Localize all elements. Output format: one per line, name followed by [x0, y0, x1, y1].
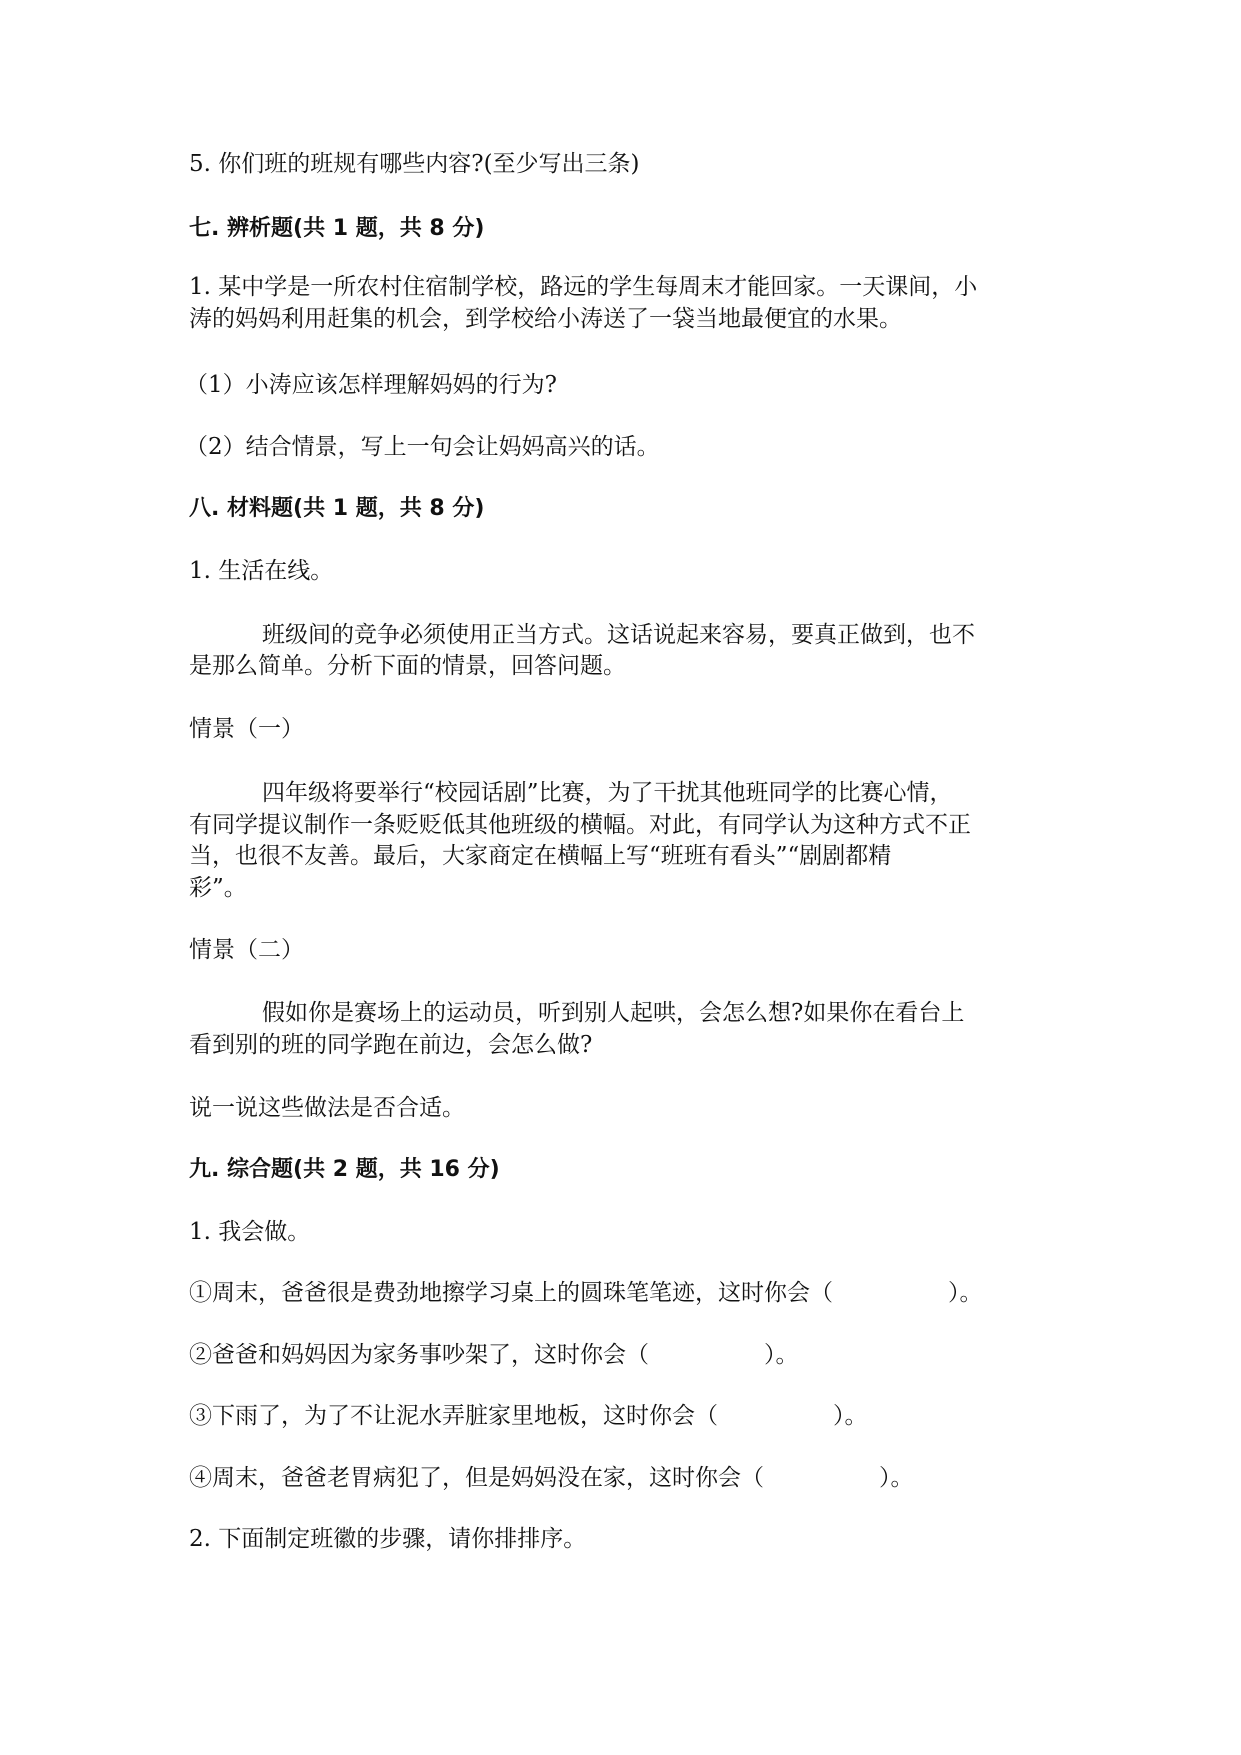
section-7-q1-line2: 涛的妈妈利用赶集的机会，到学校给小涛送了一袋当地最便宜的水果。	[189, 306, 902, 332]
section-9-q1: 1. 我会做。	[189, 1219, 311, 1245]
section-9-item-3: ③下雨了，为了不让泥水弄脏家里地板，这时你会（ ）。	[189, 1403, 868, 1429]
scene-1-label: 情景（一）	[189, 716, 304, 742]
section-8-ask: 说一说这些做法是否合适。	[189, 1095, 465, 1121]
section-8-q1: 1. 生活在线。	[189, 558, 334, 584]
question-6-5: 5. 你们班的班规有哪些内容?(至少写出三条)	[189, 151, 640, 177]
section-8-intro-line1: 班级间的竞争必须使用正当方式。这话说起来容易，要真正做到，也不	[262, 622, 975, 648]
section-8-title: 八. 材料题(共 1 题，共 8 分)	[189, 496, 485, 521]
section-7-subquestion-2: （2）结合情景，写上一句会让妈妈高兴的话。	[185, 434, 660, 460]
section-9-item-2: ②爸爸和妈妈因为家务事吵架了，这时你会（ ）。	[189, 1342, 799, 1368]
section-7-title: 七. 辨析题(共 1 题，共 8 分)	[189, 216, 485, 241]
scene-1-line3: 当，也很不友善。最后，大家商定在横幅上写“班班有看头”“剧剧都精	[189, 843, 892, 869]
scene-1-line2: 有同学提议制作一条贬贬低其他班级的横幅。对此，有同学认为这种方式不正	[189, 812, 971, 838]
scene-2-label: 情景（二）	[189, 937, 304, 963]
section-7-subquestion-1: （1）小涛应该怎样理解妈妈的行为?	[185, 372, 557, 398]
section-9-title: 九. 综合题(共 2 题，共 16 分)	[189, 1157, 500, 1182]
section-9-q2: 2. 下面制定班徽的步骤，请你排排序。	[189, 1526, 587, 1552]
scene-2-line2: 看到别的班的同学跑在前边，会怎么做?	[189, 1032, 593, 1058]
section-9-item-1: ①周末，爸爸很是费劲地擦学习桌上的圆珠笔笔迹，这时你会（ ）。	[189, 1280, 983, 1306]
scene-2-line1: 假如你是赛场上的运动员，听到别人起哄，会怎么想?如果你在看台上	[262, 1000, 965, 1026]
scene-1-line4: 彩”。	[189, 875, 247, 901]
section-7-q1-line1: 1. 某中学是一所农村住宿制学校，路远的学生每周末才能回家。一天课间，小	[189, 274, 978, 300]
scene-1-line1: 四年级将要举行“校园话剧”比赛，为了干扰其他班同学的比赛心情，	[262, 780, 953, 806]
section-9-item-4: ④周末，爸爸老胃病犯了，但是妈妈没在家，这时你会（ ）。	[189, 1465, 914, 1491]
section-8-intro-line2: 是那么简单。分析下面的情景，回答问题。	[189, 653, 626, 679]
